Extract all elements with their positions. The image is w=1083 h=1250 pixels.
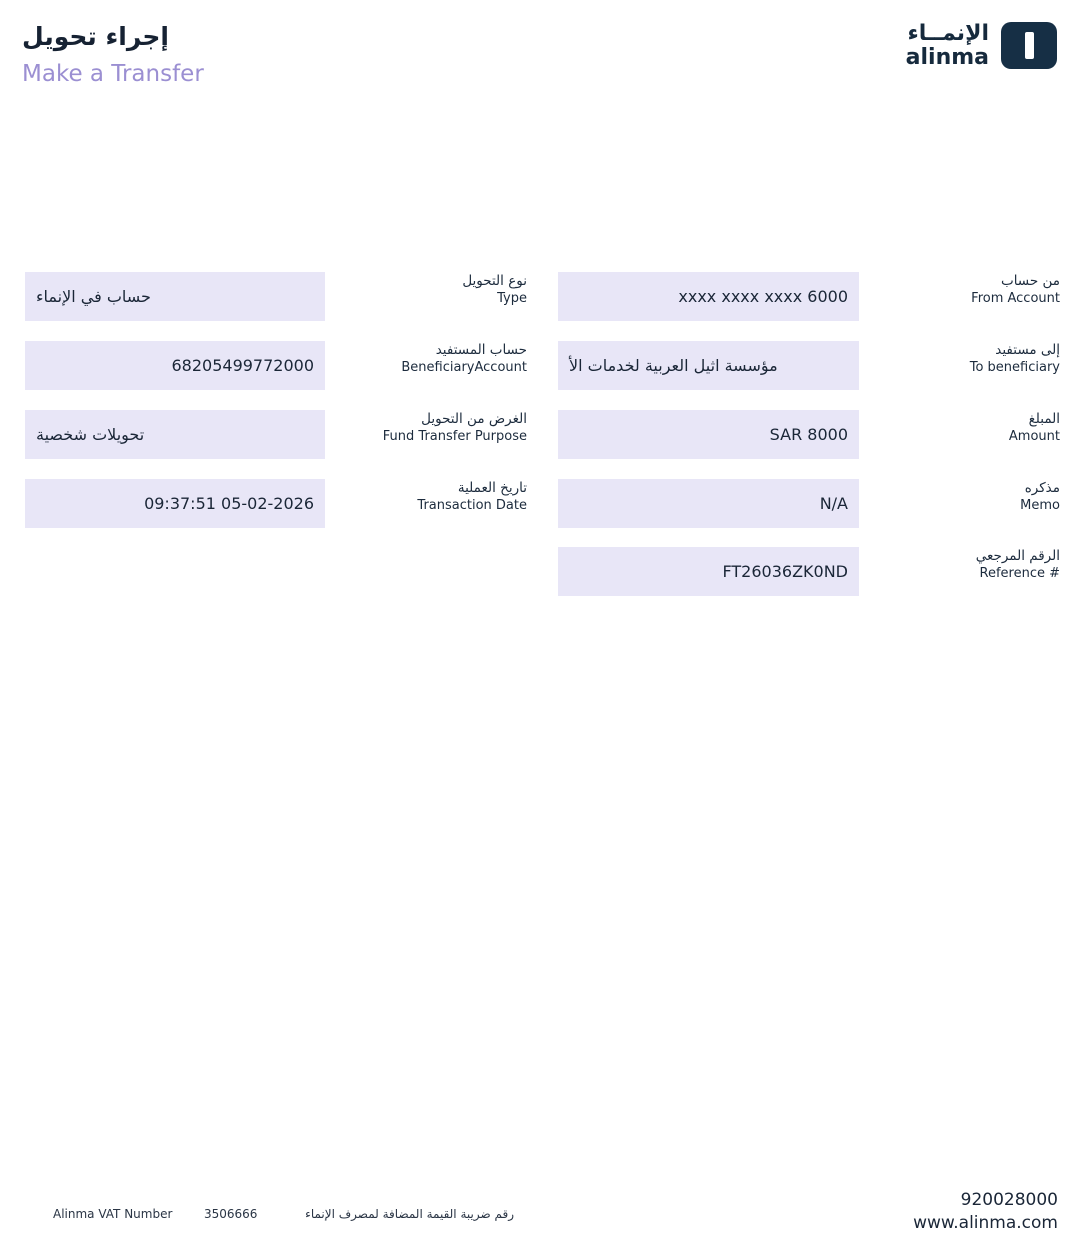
page-title-arabic: إجراء تحويل <box>22 22 169 51</box>
amount-label <box>860 411 1060 445</box>
type-label-en: Type <box>497 291 527 306</box>
logo-text-arabic: الإنمــاء <box>907 20 989 46</box>
from-account-value: xxxx xxxx xxxx 6000 <box>558 272 859 321</box>
vat-label-ar: رقم ضريبة القيمة المضافة لمصرف الإنماء <box>305 1207 514 1221</box>
contact-phone: 920028000 <box>960 1190 1058 1210</box>
reference-label <box>860 548 1060 582</box>
reference-label-en: Reference # <box>979 566 1060 581</box>
from-account-label-ar: من حساب <box>1000 273 1060 289</box>
transaction-date-value: 09:37:51 05-02-2026 <box>25 479 325 528</box>
memo-label-ar: مذكره <box>1024 480 1060 496</box>
memo-value: N/A <box>558 479 859 528</box>
purpose-label <box>328 411 527 445</box>
purpose-value: تحويلات شخصية <box>25 410 325 459</box>
to-beneficiary-label <box>860 342 1060 376</box>
to-beneficiary-label-ar: إلى مستفيد <box>995 342 1060 358</box>
amount-label-en: Amount <box>1008 429 1060 444</box>
alinma-logo <box>906 22 1057 69</box>
page-title: Make a Transfer <box>22 61 204 87</box>
vat-number: 3506666 <box>204 1207 258 1221</box>
amount-label-ar: المبلغ <box>1028 411 1060 427</box>
transaction-date-label-en: Transaction Date <box>417 498 527 513</box>
beneficiary-account-label-en: BeneficiaryAccount <box>401 360 527 375</box>
alinma-logo-icon <box>1001 22 1057 69</box>
beneficiary-account-label-ar: حساب المستفيد <box>435 342 527 358</box>
purpose-label-en: Fund Transfer Purpose <box>382 429 527 444</box>
type-label-ar: نوع التحويل <box>462 273 527 289</box>
to-beneficiary-value: مؤسسة اثيل العربية لخدمات الأ <box>558 341 859 390</box>
memo-label <box>860 480 1060 514</box>
type-value: حساب في الإنماء <box>25 272 325 321</box>
beneficiary-account-value: 68205499772000 <box>25 341 325 390</box>
from-account-label <box>860 273 1060 307</box>
transaction-date-label <box>328 480 527 514</box>
transaction-date-label-ar: تاريخ العملية <box>457 480 527 496</box>
reference-value: FT26036ZK0ND <box>558 547 859 596</box>
amount-value: SAR 8000 <box>558 410 859 459</box>
logo-text-english: alinma <box>905 44 989 70</box>
type-label <box>328 273 527 307</box>
to-beneficiary-label-en: To beneficiary <box>969 360 1060 375</box>
purpose-label-ar: الغرض من التحويل <box>421 411 527 427</box>
vat-label-en: Alinma VAT Number <box>53 1207 173 1221</box>
from-account-label-en: From Account <box>971 291 1060 306</box>
reference-label-ar: الرقم المرجعي <box>975 548 1060 564</box>
memo-label-en: Memo <box>1020 498 1060 513</box>
website-link[interactable]: www.alinma.com <box>913 1213 1058 1233</box>
beneficiary-account-label <box>328 342 527 376</box>
